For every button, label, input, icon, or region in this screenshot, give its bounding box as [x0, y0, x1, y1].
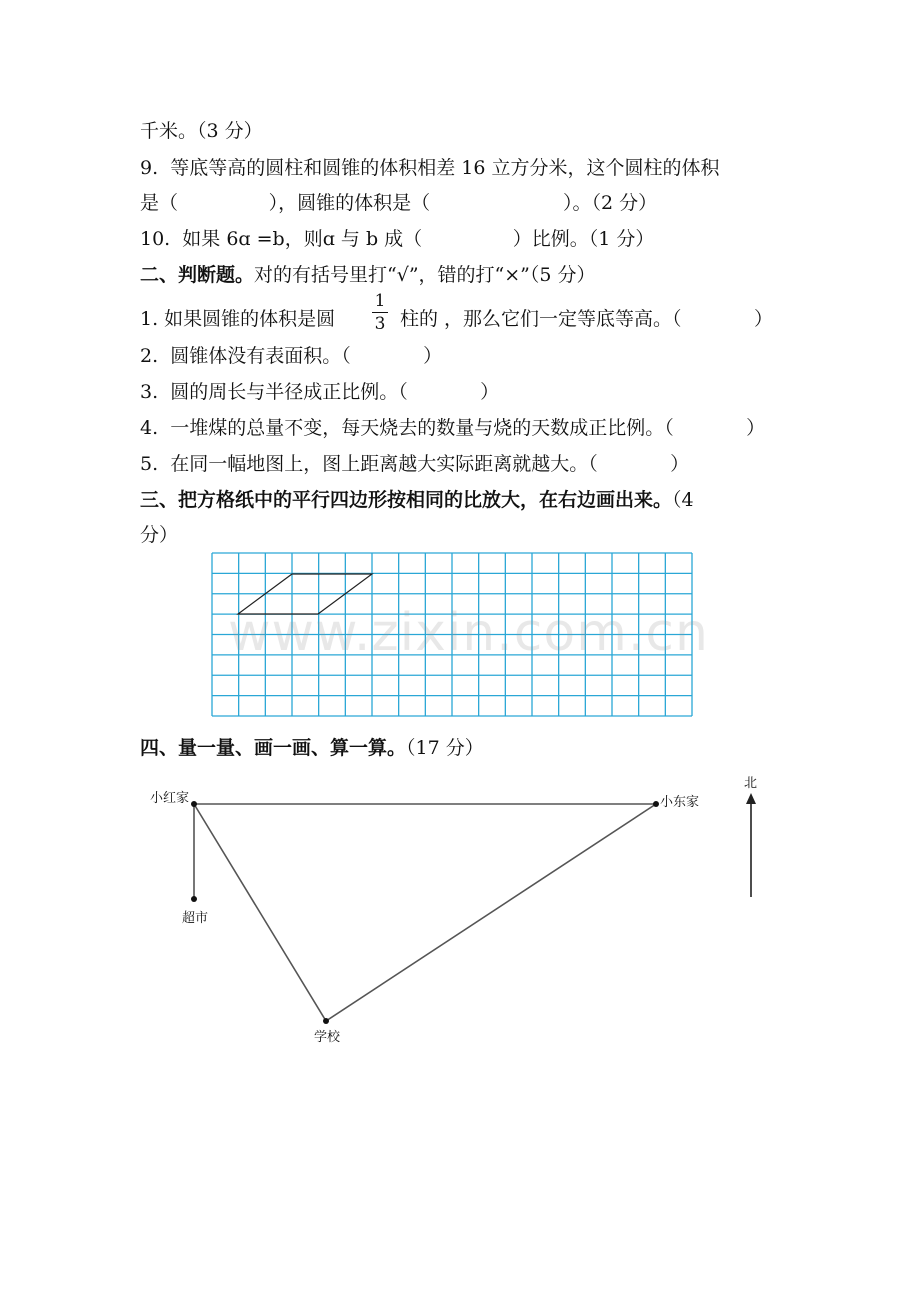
section-3-title: 三、把方格纸中的平行四边形按相同的比放大，在右边画出来。	[140, 489, 673, 511]
judge-question-5: 5. 在同一幅地图上，图上距离越大实际距离就越大。（ ）	[140, 453, 690, 475]
judge-question-1-start: 1. 如果圆锥的体积是圆	[140, 308, 336, 330]
north-arrow-icon	[746, 793, 756, 804]
judge-question-1-end: 柱的 ，那么它们一定等底等高。（ ）	[400, 308, 774, 330]
section-3-score-a: （4	[672, 489, 694, 511]
section-4-heading	[140, 735, 484, 761]
map-diagram	[150, 776, 757, 1045]
road-xiaohong-xuexiao	[194, 804, 326, 1021]
question-10: 10. 如果 6ɑ =b，则ɑ 与 b 成（ ）比例。（1 分）	[140, 228, 655, 250]
question-8-continuation: 千米。（3 分）	[140, 120, 263, 142]
label-xiaohong: 小红家	[150, 791, 190, 806]
judge-question-4: 4. 一堆煤的总量不变，每天烧去的数量与烧的天数成正比例。（ ）	[140, 417, 766, 439]
point-xiaohong	[191, 801, 197, 807]
section-2-title: 二、判断题。	[140, 264, 255, 286]
fraction-denominator: 3	[374, 314, 386, 334]
section-4-title: 四、量一量、画一画、算一算。	[140, 737, 407, 759]
watermark: www.zixin.com.cn	[228, 603, 709, 663]
road-xiaodong-xuexiao	[326, 804, 656, 1021]
fraction-numerator: 1	[374, 291, 386, 311]
point-chaoshi	[191, 896, 197, 902]
question-9-line-1: 9. 等底等高的圆柱和圆锥的体积相差 16 立方分米，这个圆柱的体积	[140, 157, 720, 179]
point-xuexiao	[323, 1018, 329, 1024]
section-2-instructions: 对的有括号里打“√”，错的打“×”（5 分）	[254, 264, 596, 286]
label-chaoshi: 超市	[182, 911, 209, 926]
judge-question-3: 3. 圆的周长与半径成正比例。（ ）	[140, 381, 500, 403]
point-xiaodong	[653, 801, 659, 807]
question-9-line-2: 是（ ），圆锥的体积是（ ）。（2 分）	[140, 192, 658, 214]
judge-question-2: 2. 圆锥体没有表面积。（ ）	[140, 345, 443, 367]
label-north: 北	[744, 776, 758, 791]
section-4-score: （17 分）	[406, 737, 484, 759]
label-xiaodong: 小东家	[660, 795, 700, 810]
label-xuexiao: 学校	[314, 1030, 341, 1045]
section-3-score-b: 分）	[140, 524, 179, 546]
